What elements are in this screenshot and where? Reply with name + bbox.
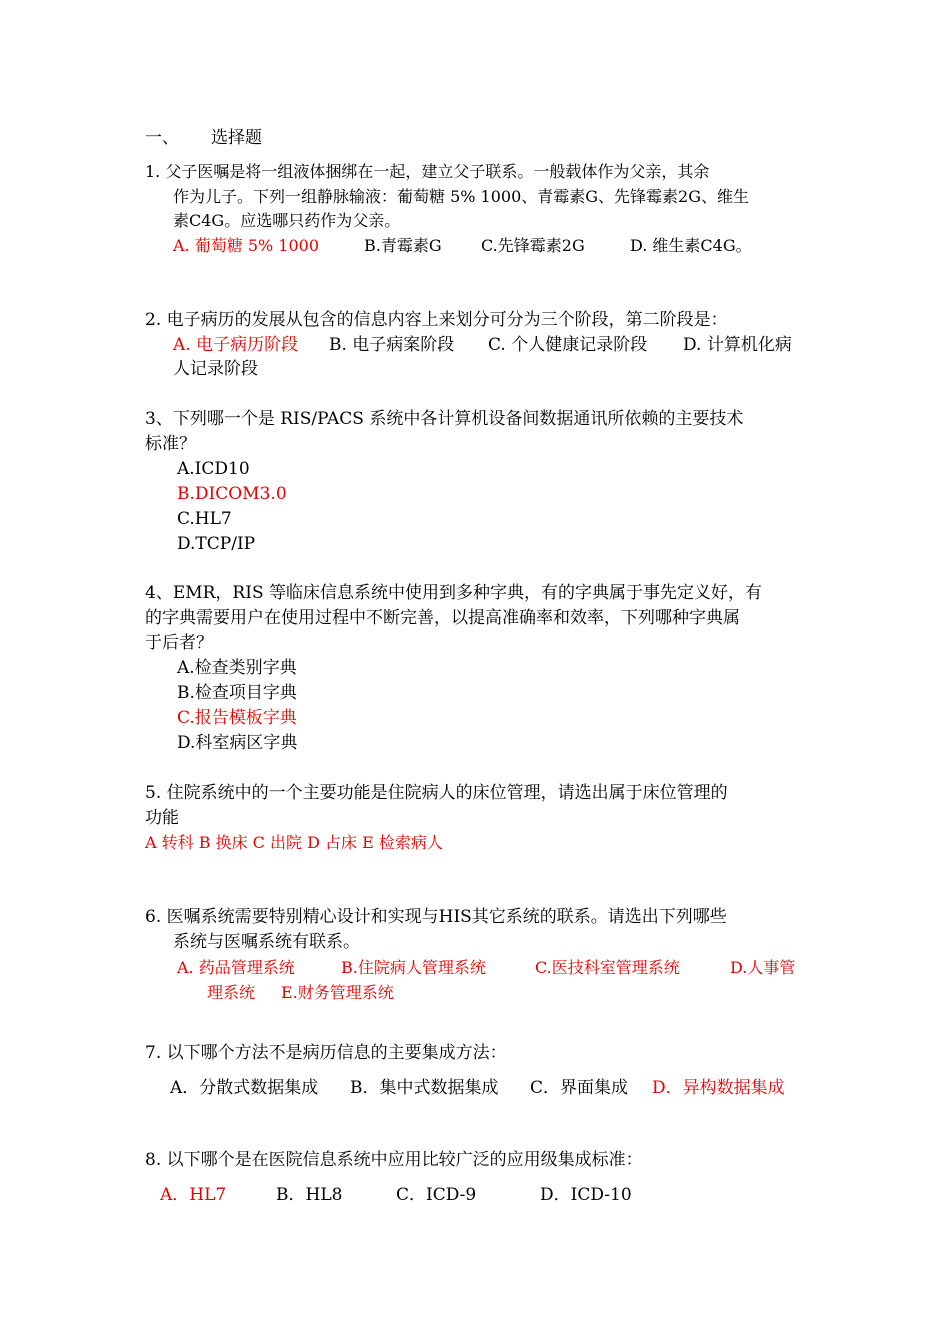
- q3-option-a: A.ICD10: [177, 459, 250, 479]
- q3-option-b: B.DICOM3.0: [177, 484, 287, 504]
- q7-stem: 7. 以下哪个方法不是病历信息的主要集成方法：: [145, 1043, 507, 1063]
- q8-option-c: C．ICD-9: [396, 1185, 477, 1205]
- q5-options: A 转科 B 换床 C 出院 D 占床 E 检索病人: [145, 833, 443, 852]
- q3-stem-line2: 标准？: [145, 434, 196, 454]
- q8-option-b: B．HL8: [276, 1185, 343, 1205]
- q4-option-a: A.检查类别字典: [177, 658, 297, 678]
- q6-stem-line1: 6. 医嘱系统需要特别精心设计和实现与HIS其它系统的联系。请选出下列哪些: [145, 907, 727, 927]
- q3-stem-line1: 3、下列哪一个是 RIS/PACS 系统中各计算机设备间数据通讯所依赖的主要技术: [145, 409, 744, 429]
- q2-option-b: B. 电子病案阶段: [329, 335, 455, 355]
- q2-stem: 2. 电子病历的发展从包含的信息内容上来划分可分为三个阶段，第二阶段是：: [145, 310, 728, 330]
- q1-stem-line3: 素C4G。应选哪只药作为父亲。: [173, 211, 401, 230]
- q6-option-c: C.医技科室管理系统: [535, 958, 680, 977]
- q4-option-d: D.科室病区字典: [177, 733, 298, 753]
- q6-option-a: A. 药品管理系统: [177, 958, 295, 977]
- q1-option-c: C.先锋霉素2G: [481, 236, 585, 255]
- q8-option-d: D．ICD-10: [540, 1185, 632, 1205]
- q6-stem-line2: 系统与医嘱系统有联系。: [173, 932, 360, 952]
- q7-option-d: D．异构数据集成: [652, 1078, 785, 1098]
- q8-stem: 8. 以下哪个是在医院信息系统中应用比较广泛的应用级集成标准：: [145, 1150, 643, 1170]
- q2-option-d: D. 计算机化病: [683, 335, 792, 355]
- q8-option-a: A．HL7: [160, 1185, 227, 1205]
- q7-option-a: A．分散式数据集成: [170, 1078, 319, 1098]
- q1-stem-line2: 作为儿子。下列一组静脉输液：葡萄糖 5% 1000、青霉素G、先锋霉素2G、维生: [173, 187, 750, 206]
- q4-stem-line3: 于后者？: [145, 633, 213, 653]
- section-title: 选择题: [211, 128, 262, 148]
- q2-option-c: C. 个人健康记录阶段: [488, 335, 648, 355]
- q1-option-b: B.青霉素G: [364, 236, 442, 255]
- q4-option-b: B.检查项目字典: [177, 683, 297, 703]
- q1-option-a: A. 葡萄糖 5% 1000: [173, 236, 320, 255]
- q2-option-a: A. 电子病历阶段: [173, 335, 299, 355]
- section-number: 一、: [145, 128, 179, 148]
- q4-option-c: C.报告模板字典: [177, 708, 297, 728]
- q1-stem-line1: 1. 父子医嘱是将一组液体捆绑在一起，建立父子联系。一般载体作为父亲，其余: [145, 162, 710, 181]
- q5-stem-line2: 功能: [145, 808, 179, 828]
- q4-stem-line1: 4、EMR，RIS 等临床信息系统中使用到多种字典，有的字典属于事先定义好，有: [145, 583, 762, 603]
- q5-stem-line1: 5. 住院系统中的一个主要功能是住院病人的床位管理，请选出属于床位管理的: [145, 783, 728, 803]
- q6-option-e: E.财务管理系统: [281, 983, 394, 1002]
- q1-option-d: D. 维生素C4G。: [630, 236, 752, 255]
- q4-stem-line2: 的字典需要用户在使用过程中不断完善，以提高准确率和效率，下列哪种字典属: [145, 608, 740, 628]
- q6-option-d: D.人事管: [730, 958, 796, 977]
- q3-option-d: D.TCP/IP: [177, 534, 256, 554]
- q7-option-b: B．集中式数据集成: [350, 1078, 499, 1098]
- q7-option-c: C．界面集成: [530, 1078, 629, 1098]
- q6-option-b: B.住院病人管理系统: [341, 958, 486, 977]
- q2-option-d-cont: 人记录阶段: [173, 359, 258, 379]
- q3-option-c: C.HL7: [177, 509, 232, 529]
- q6-option-d-cont: 理系统: [207, 983, 256, 1002]
